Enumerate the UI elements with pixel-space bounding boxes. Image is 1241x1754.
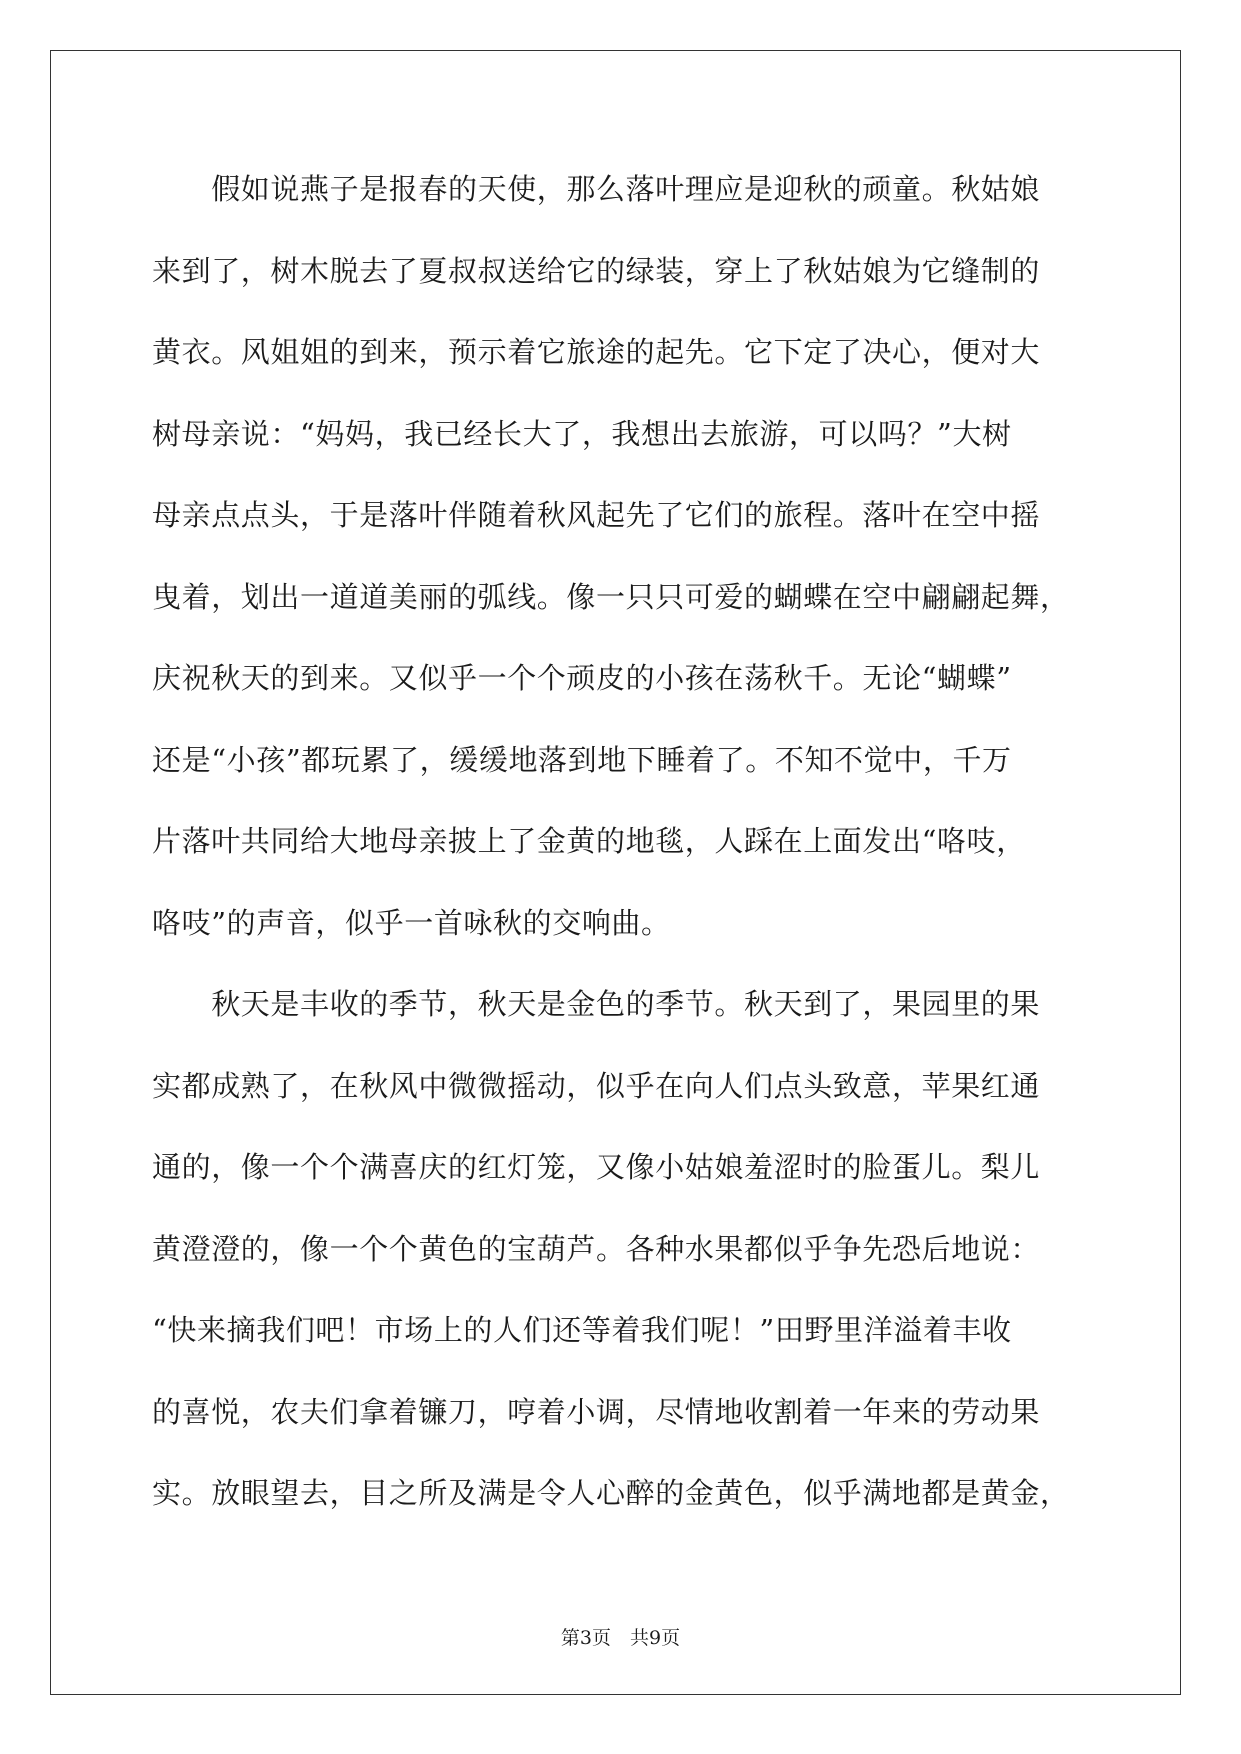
text-line: 庆祝秋天的到来。又似乎一个个顽皮的小孩在荡秋千。无论“蝴蝶” <box>152 661 1012 695</box>
document-body <box>152 160 1088 1546</box>
text-line: 咯吱”的声音，似乎一首咏秋的交响曲。 <box>152 905 671 940</box>
text-line: 实都成熟了，在秋风中微微摇动，似乎在向人们点头致意，苹果红通 <box>152 1068 1041 1103</box>
text-line: 树母亲说：“妈妈，我已经长大了，我想出去旅游，可以吗？”大树 <box>152 416 1012 451</box>
text-line: 秋天是丰收的季节，秋天是金色的季节。秋天到了，果园里的果 <box>152 987 1041 1021</box>
text-line: 黄衣。风姐姐的到来，预示着它旅途的起先。它下定了决心，便对大 <box>152 335 1041 369</box>
text-line: 的喜悦，农夫们拿着镰刀，哼着小调，尽情地收割着一年来的劳动果 <box>152 1394 1041 1429</box>
text-line: 实。放眼望去，目之所及满是令人心醉的金黄色，似乎满地都是黄金， <box>152 1476 1070 1510</box>
text-line: 母亲点点头，于是落叶伴随着秋风起先了它们的旅程。落叶在空中摇 <box>152 498 1041 532</box>
page-number: 第3页 共9页 <box>560 1627 681 1649</box>
text-line: 假如说燕子是报春的天使，那么落叶理应是迎秋的顽童。秋姑娘 <box>152 172 1041 206</box>
text-line: 通的，像一个个满喜庆的红灯笼，又像小姑娘羞涩时的脸蛋儿。梨儿 <box>152 1150 1041 1184</box>
text-line: 曳着，划出一道道美丽的弧线。像一只只可爱的蝴蝶在空中翩翩起舞， <box>152 579 1070 614</box>
text-line: 黄澄澄的，像一个个黄色的宝葫芦。各种水果都似乎争先恐后地说： <box>152 1231 1041 1266</box>
text-line: 片落叶共同给大地母亲披上了金黄的地毯，人踩在上面发出“咯吱， <box>152 824 1026 858</box>
text-line: 来到了，树木脱去了夏叔叔送给它的绿装，穿上了秋姑娘为它缝制的 <box>152 253 1041 288</box>
text-line: 还是“小孩”都玩累了，缓缓地落到地下睡着了。不知不觉中，千万 <box>152 742 1012 777</box>
text-line: “快来摘我们吧！市场上的人们还等着我们呢！”田野里洋溢着丰收 <box>152 1313 1012 1347</box>
